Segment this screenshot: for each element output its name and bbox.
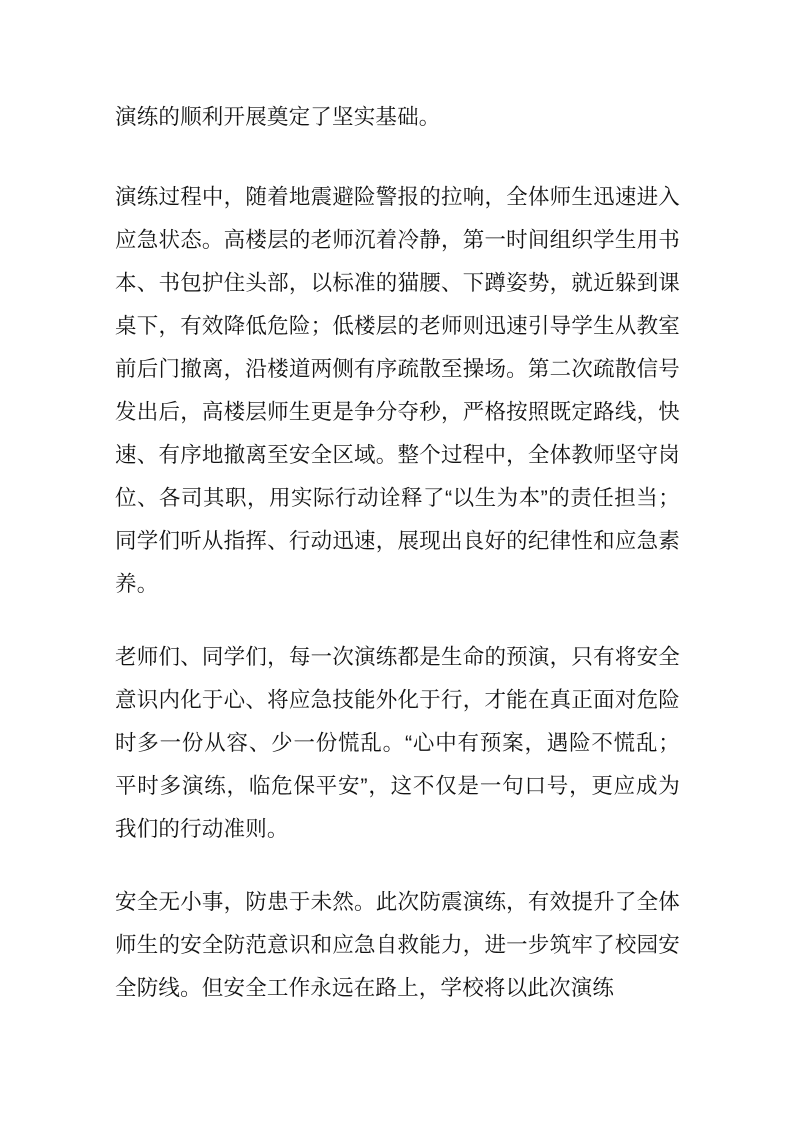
paragraph-4: 安全无小事，防患于未然。此次防震演练，有效提升了全体师生的安全防范意识和应急自救能力，进一步筑牢了校园安全防线。但安全工作永远在路上，学校将以此次演练 (115, 890, 680, 1000)
document-body (115, 96, 680, 1010)
paragraph-3: 老师们、同学们，每一次演练都是生命的预演，只有将安全意识内化于心、将应急技能外化于行，才能在真正面对危险时多一份从容、少一份慌乱。“心中有预案，遇险不慌乱；平时多演练，临危保平安”，这不仅是一句口号，更应成为我们的行动准则。 (115, 645, 680, 841)
paragraph-1: 演练的顺利开展奠定了坚实基础。 (115, 105, 441, 129)
paragraph-2: 演练过程中，随着地震避险警报的拉响，全体师生迅速进入应急状态。高楼层的老师沉着冷静，第一时间组织学生用书本、书包护住头部，以标准的猫腰、下蹲姿势，就近躲到课桌下，有效降低危险；低楼层的老师则迅速引导学生从教室前后门撤离，沿楼道两侧有序疏散至操场。第二次疏散信号发出后，高楼层师生更是争分夺秒，严格按照既定路线，快速、有序地撤离至安全区域。整个过程中，全体教师坚守岗位、各司其职，用实际行动诠释了“以生为本”的责任担当；同学们听从指挥、行动迅速，展现出良好的纪律性和应急素养。 (115, 185, 680, 596)
